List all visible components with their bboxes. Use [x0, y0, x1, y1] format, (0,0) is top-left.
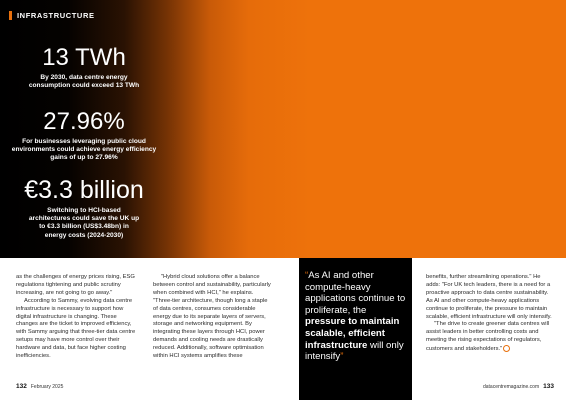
paragraph: According to Sammy, evolving data centre infrastructure is necessary to support how digital infrastructure is changing. These changes are the ticket to improved efficiency, with Sammy arguing that three-tier data centre setups may have more control over their hardware and data, but face higher costing inefficiencies.	[16, 297, 136, 360]
paragraph: "Hybrid cloud solutions offer a balance between control and sustainability, particularly when combined with HCI," he explains. "Three-tier architecture, though long a staple of data centres, consumes considerable energy due to its separate layers of servers, storage and networking equipment. By integrating these layers through HCI, power demands and cooling needs are drastically reduced. Additionally, software optimisation within HCI systems amplifies these	[153, 274, 271, 360]
paragraph: as the challenges of energy prices rising, ESG regulations tightening and public scrutiny increasing, are not going to go away."	[16, 274, 135, 296]
quote-emphasis: pressure to maintain scalable, efficient infrastructure	[305, 316, 400, 351]
body-column-1	[16, 274, 136, 361]
page-number-left: 132	[16, 383, 27, 390]
issue-date: February 2025	[30, 383, 64, 390]
pull-quote	[299, 258, 412, 400]
site-url[interactable]: datacentremagazine.com	[482, 383, 540, 390]
stat-caption: By 2030, data centre energy consumption could exceed 13 TWh	[28, 74, 140, 90]
stat-value: €3.3 billion	[24, 176, 144, 204]
page-number-right: 133	[543, 383, 554, 390]
quote-close-mark: ”	[340, 351, 344, 363]
body-column-4	[426, 274, 554, 354]
stat-energy-consumption	[0, 46, 168, 90]
stat-value: 13 TWh	[42, 44, 126, 71]
quote-open-mark: “	[305, 270, 309, 281]
pull-quote-text	[305, 270, 409, 363]
section-title: INFRASTRUCTURE	[17, 11, 95, 20]
paragraph-text: "The drive to create greener data centres will assist leaders in better controlling costs and meeting the rising expectations of regulators, customers and stakeholders."	[426, 321, 550, 353]
stat-efficiency-gain	[0, 110, 168, 163]
paragraph: benefits, further streamlining operations." He adds: "For UK tech leaders, there is a need for a proactive approach to data centre sustainability. As AI and other compute-heavy applications continue to proliferate, the pressure to maintain scalable, efficient infrastructure will only intensify.	[426, 274, 552, 320]
stat-caption: Switching to HCI-based architectures could save the UK up to €3.3 billion (US$3.48bn) in energy costs (2024-2030)	[28, 207, 140, 239]
section-marker	[9, 11, 12, 20]
footer-right	[483, 383, 554, 390]
stat-cost-saving	[0, 178, 168, 240]
end-mark-icon	[503, 345, 510, 352]
quote-text-1: As AI and other compute-heavy applications continue to proliferate, the	[305, 270, 406, 316]
stat-caption: For businesses leveraging public cloud environments could achieve energy efficiency gains of up to 27.96%	[11, 138, 157, 162]
stat-value: 27.96%	[43, 108, 125, 135]
paragraph	[426, 321, 554, 354]
section-label	[9, 11, 95, 20]
quote-text-2: will only intensify	[305, 339, 404, 363]
body-column-2	[153, 274, 271, 361]
footer-left	[16, 383, 63, 390]
